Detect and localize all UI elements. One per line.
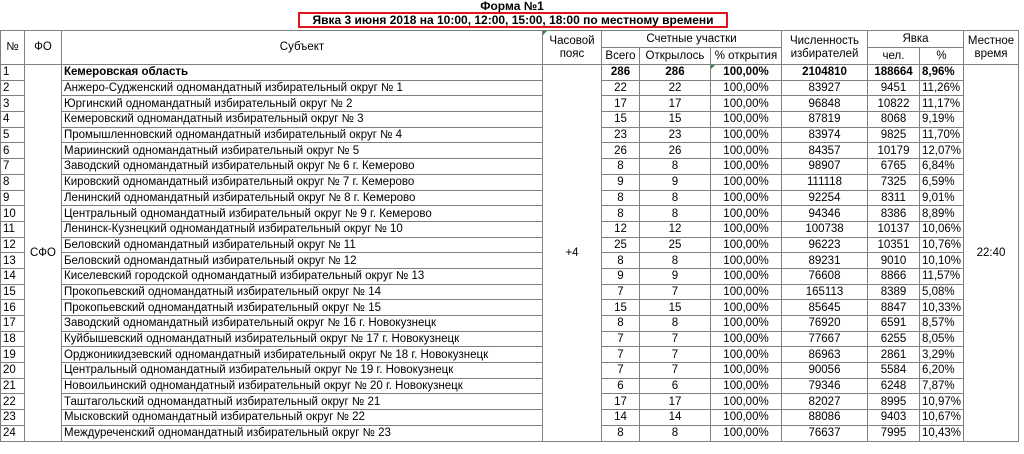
cell-total[interactable]: 7 bbox=[602, 363, 640, 379]
cell-people[interactable]: 8995 bbox=[868, 394, 920, 410]
cell-pct[interactable]: 8,89% bbox=[920, 206, 964, 222]
cell-pct[interactable]: 3,29% bbox=[920, 347, 964, 363]
col-header-turnout: Явка bbox=[868, 31, 964, 48]
cell-total[interactable]: 8 bbox=[602, 206, 640, 222]
cell-voters[interactable]: 83974 bbox=[782, 127, 868, 143]
cell-subject[interactable]: Беловский одномандатный избирательный округ № 11 bbox=[62, 237, 543, 253]
cell-voters[interactable]: 82027 bbox=[782, 394, 868, 410]
cell-people[interactable]: 8866 bbox=[868, 268, 920, 284]
cell-pct[interactable]: 6,20% bbox=[920, 363, 964, 379]
cell-number[interactable]: 5 bbox=[1, 127, 25, 143]
table-row bbox=[1, 316, 1019, 332]
cell-total[interactable]: 15 bbox=[602, 112, 640, 128]
cell-pct-open[interactable]: 100,00% bbox=[711, 331, 782, 347]
cell-number[interactable]: 6 bbox=[1, 143, 25, 159]
table-row bbox=[1, 363, 1019, 379]
cell-opened[interactable]: 26 bbox=[640, 143, 711, 159]
cell-voters[interactable]: 96223 bbox=[782, 237, 868, 253]
cell-people[interactable]: 5584 bbox=[868, 363, 920, 379]
cell-voters[interactable]: 85645 bbox=[782, 300, 868, 316]
cell-voters[interactable]: 90056 bbox=[782, 363, 868, 379]
cell-subject[interactable]: Куйбышевский одномандатный избирательный округ № 17 г. Новокузнецк bbox=[62, 331, 543, 347]
turnout-subtitle: Явка 3 июня 2018 на 10:00, 12:00, 15:00, 18:00 по местному времени bbox=[298, 12, 728, 28]
cell-pct-open[interactable]: 100,00% bbox=[711, 237, 782, 253]
col-header-fo: ФО bbox=[25, 31, 62, 65]
cell-number[interactable]: 12 bbox=[1, 237, 25, 253]
cell-number[interactable]: 7 bbox=[1, 159, 25, 175]
cell-people[interactable]: 7325 bbox=[868, 174, 920, 190]
table-row bbox=[1, 331, 1019, 347]
cell-opened[interactable]: 8 bbox=[640, 190, 711, 206]
table-row bbox=[1, 206, 1019, 222]
col-header-people: чел. bbox=[868, 48, 920, 65]
cell-total[interactable]: 9 bbox=[602, 268, 640, 284]
cell-number[interactable]: 18 bbox=[1, 331, 25, 347]
cell-pct-open[interactable]: 100,00% bbox=[711, 394, 782, 410]
cell-opened[interactable]: 8 bbox=[640, 253, 711, 269]
cell-pct[interactable]: 9,19% bbox=[920, 112, 964, 128]
cell-pct-open[interactable]: 100,00% bbox=[711, 425, 782, 441]
cell-subject[interactable]: Ленинск-Кузнецкий одномандатный избирательный округ № 10 bbox=[62, 221, 543, 237]
cell-subject[interactable]: Орджоникидзевский одномандатный избирательный округ № 18 г. Новокузнецк bbox=[62, 347, 543, 363]
cell-pct[interactable]: 10,43% bbox=[920, 425, 964, 441]
cell-people[interactable]: 6765 bbox=[868, 159, 920, 175]
cell-number[interactable]: 20 bbox=[1, 363, 25, 379]
cell-pct[interactable]: 11,70% bbox=[920, 127, 964, 143]
col-header-subject: Субъект bbox=[62, 31, 543, 65]
cell-pct[interactable]: 7,87% bbox=[920, 378, 964, 394]
cell-voters[interactable]: 84357 bbox=[782, 143, 868, 159]
cell-pct-open[interactable]: 100,00% bbox=[711, 80, 782, 96]
cell-pct-open[interactable]: 100,00% bbox=[711, 347, 782, 363]
cell-pct-open[interactable]: 100,00% bbox=[711, 410, 782, 426]
cell-pct[interactable]: 12,07% bbox=[920, 143, 964, 159]
cell-opened[interactable]: 7 bbox=[640, 284, 711, 300]
cell-subject[interactable]: Прокопьевский одномандатный избирательный округ № 15 bbox=[62, 300, 543, 316]
cell-pct-open[interactable]: 100,00% bbox=[711, 65, 782, 81]
cell-pct[interactable]: 6,59% bbox=[920, 174, 964, 190]
cell-total[interactable]: 8 bbox=[602, 159, 640, 175]
cell-pct-open[interactable]: 100,00% bbox=[711, 127, 782, 143]
cell-pct-open[interactable]: 100,00% bbox=[711, 206, 782, 222]
cell-voters[interactable]: 92254 bbox=[782, 190, 868, 206]
cell-total[interactable]: 7 bbox=[602, 284, 640, 300]
table-row bbox=[1, 268, 1019, 284]
table-row bbox=[1, 127, 1019, 143]
cell-pct[interactable]: 10,76% bbox=[920, 237, 964, 253]
cell-voters[interactable]: 77667 bbox=[782, 331, 868, 347]
cell-voters[interactable]: 86963 bbox=[782, 347, 868, 363]
table-row bbox=[1, 237, 1019, 253]
cell-opened[interactable]: 8 bbox=[640, 425, 711, 441]
cell-total[interactable]: 286 bbox=[602, 65, 640, 81]
cell-opened[interactable]: 7 bbox=[640, 347, 711, 363]
cell-pct-open[interactable]: 100,00% bbox=[711, 190, 782, 206]
cell-number[interactable]: 22 bbox=[1, 394, 25, 410]
cell-number[interactable]: 1 bbox=[1, 65, 25, 81]
cell-total[interactable]: 7 bbox=[602, 347, 640, 363]
cell-people[interactable]: 10351 bbox=[868, 237, 920, 253]
cell-people[interactable]: 9010 bbox=[868, 253, 920, 269]
cell-number[interactable]: 4 bbox=[1, 112, 25, 128]
cell-pct[interactable]: 6,84% bbox=[920, 159, 964, 175]
cell-total[interactable]: 15 bbox=[602, 300, 640, 316]
cell-subject[interactable]: Кемеровский одномандатный избирательный округ № 3 bbox=[62, 112, 543, 128]
cell-total[interactable]: 23 bbox=[602, 127, 640, 143]
cell-pct[interactable]: 11,17% bbox=[920, 96, 964, 112]
cell-number[interactable]: 15 bbox=[1, 284, 25, 300]
cell-people[interactable]: 10822 bbox=[868, 96, 920, 112]
cell-people[interactable]: 188664 bbox=[868, 65, 920, 81]
cell-number[interactable]: 21 bbox=[1, 378, 25, 394]
cell-opened[interactable]: 17 bbox=[640, 394, 711, 410]
cell-opened[interactable]: 14 bbox=[640, 410, 711, 426]
cell-total[interactable]: 8 bbox=[602, 190, 640, 206]
cell-opened[interactable]: 23 bbox=[640, 127, 711, 143]
cell-number[interactable]: 19 bbox=[1, 347, 25, 363]
cell-total[interactable]: 7 bbox=[602, 331, 640, 347]
cell-pct[interactable]: 5,08% bbox=[920, 284, 964, 300]
cell-subject[interactable]: Кировский одномандатный избирательный округ № 7 г. Кемерово bbox=[62, 174, 543, 190]
cell-people[interactable]: 9825 bbox=[868, 127, 920, 143]
cell-opened[interactable]: 8 bbox=[640, 206, 711, 222]
cell-opened[interactable]: 15 bbox=[640, 112, 711, 128]
cell-subject[interactable]: Центральный одномандатный избирательный округ № 19 г. Новокузнецк bbox=[62, 363, 543, 379]
cell-pct[interactable]: 8,96% bbox=[920, 65, 964, 81]
cell-opened[interactable]: 25 bbox=[640, 237, 711, 253]
cell-opened[interactable]: 6 bbox=[640, 378, 711, 394]
cell-people[interactable]: 8068 bbox=[868, 112, 920, 128]
table-row bbox=[1, 143, 1019, 159]
cell-pct[interactable]: 9,01% bbox=[920, 190, 964, 206]
cell-voters[interactable]: 76920 bbox=[782, 316, 868, 332]
cell-total[interactable]: 8 bbox=[602, 316, 640, 332]
cell-pct[interactable]: 10,97% bbox=[920, 394, 964, 410]
cell-subject[interactable]: Юргинский одномандатный избирательный округ № 2 bbox=[62, 96, 543, 112]
cell-pct[interactable]: 8,57% bbox=[920, 316, 964, 332]
cell-opened[interactable]: 12 bbox=[640, 221, 711, 237]
cell-voters[interactable]: 165113 bbox=[782, 284, 868, 300]
cell-opened[interactable]: 8 bbox=[640, 159, 711, 175]
table-row bbox=[1, 300, 1019, 316]
cell-opened[interactable]: 15 bbox=[640, 300, 711, 316]
table-row bbox=[1, 284, 1019, 300]
cell-total[interactable]: 17 bbox=[602, 394, 640, 410]
cell-voters[interactable]: 76608 bbox=[782, 268, 868, 284]
table-row bbox=[1, 347, 1019, 363]
cell-voters[interactable]: 100738 bbox=[782, 221, 868, 237]
cell-total[interactable]: 14 bbox=[602, 410, 640, 426]
table-row bbox=[1, 425, 1019, 441]
cell-pct-open[interactable]: 100,00% bbox=[711, 378, 782, 394]
cell-subject[interactable]: Мариинский одномандатный избирательный округ № 5 bbox=[62, 143, 543, 159]
cell-opened[interactable]: 22 bbox=[640, 80, 711, 96]
cell-opened[interactable]: 17 bbox=[640, 96, 711, 112]
cell-number[interactable]: 11 bbox=[1, 221, 25, 237]
cell-number[interactable]: 23 bbox=[1, 410, 25, 426]
cell-number[interactable]: 17 bbox=[1, 316, 25, 332]
cell-number[interactable]: 3 bbox=[1, 96, 25, 112]
cell-number[interactable]: 13 bbox=[1, 253, 25, 269]
table-row bbox=[1, 378, 1019, 394]
cell-pct[interactable]: 10,06% bbox=[920, 221, 964, 237]
cell-people[interactable]: 8311 bbox=[868, 190, 920, 206]
cell-total[interactable]: 6 bbox=[602, 378, 640, 394]
cell-total[interactable]: 26 bbox=[602, 143, 640, 159]
cell-total[interactable]: 17 bbox=[602, 96, 640, 112]
cell-opened[interactable]: 7 bbox=[640, 363, 711, 379]
cell-pct-open[interactable]: 100,00% bbox=[711, 174, 782, 190]
table-row bbox=[1, 112, 1019, 128]
cell-number[interactable]: 2 bbox=[1, 80, 25, 96]
cell-voters[interactable]: 87819 bbox=[782, 112, 868, 128]
table-row bbox=[1, 221, 1019, 237]
cell-subject[interactable]: Ленинский одномандатный избирательный округ № 8 г. Кемерово bbox=[62, 190, 543, 206]
col-header-timezone: Часовой пояс bbox=[543, 31, 602, 65]
cell-pct-open[interactable]: 100,00% bbox=[711, 284, 782, 300]
cell-pct[interactable]: 11,57% bbox=[920, 268, 964, 284]
col-header-pct: % bbox=[920, 48, 964, 65]
cell-people[interactable]: 8847 bbox=[868, 300, 920, 316]
cell-opened[interactable]: 7 bbox=[640, 331, 711, 347]
cell-subject[interactable]: Кемеровская область bbox=[62, 65, 543, 81]
col-header-pct-open: % открытия bbox=[711, 48, 782, 65]
cell-pct-open[interactable]: 100,00% bbox=[711, 159, 782, 175]
cell-voters[interactable]: 76637 bbox=[782, 425, 868, 441]
cell-number[interactable]: 10 bbox=[1, 206, 25, 222]
cell-pct[interactable]: 10,10% bbox=[920, 253, 964, 269]
cell-people[interactable]: 8389 bbox=[868, 284, 920, 300]
cell-subject[interactable]: Анжеро-Судженский одномандатный избирательный округ № 1 bbox=[62, 80, 543, 96]
cell-voters[interactable]: 83927 bbox=[782, 80, 868, 96]
table-row bbox=[1, 253, 1019, 269]
cell-pct-open[interactable]: 100,00% bbox=[711, 221, 782, 237]
cell-subject[interactable]: Промышленновский одномандатный избирательный округ № 4 bbox=[62, 127, 543, 143]
table-row bbox=[1, 65, 1019, 81]
cell-voters[interactable]: 98907 bbox=[782, 159, 868, 175]
cell-subject[interactable]: Заводский одномандатный избирательный округ № 16 г. Новокузнецк bbox=[62, 316, 543, 332]
cell-subject[interactable]: Центральный одномандатный избирательный округ № 9 г. Кемерово bbox=[62, 206, 543, 222]
cell-pct-open[interactable]: 100,00% bbox=[711, 268, 782, 284]
cell-people[interactable]: 10137 bbox=[868, 221, 920, 237]
cell-voters[interactable]: 111118 bbox=[782, 174, 868, 190]
cell-total[interactable]: 8 bbox=[602, 425, 640, 441]
cell-voters[interactable]: 89231 bbox=[782, 253, 868, 269]
col-header-opened: Открылось bbox=[640, 48, 711, 65]
cell-people[interactable]: 7995 bbox=[868, 425, 920, 441]
cell-voters[interactable]: 94346 bbox=[782, 206, 868, 222]
cell-people[interactable]: 2861 bbox=[868, 347, 920, 363]
cell-number[interactable]: 9 bbox=[1, 190, 25, 206]
col-header-local-time: Местное время bbox=[964, 31, 1019, 65]
cell-subject[interactable]: Прокопьевский одномандатный избирательный округ № 14 bbox=[62, 284, 543, 300]
cell-pct-open[interactable]: 100,00% bbox=[711, 316, 782, 332]
cell-people[interactable]: 6255 bbox=[868, 331, 920, 347]
cell-pct-open[interactable]: 100,00% bbox=[711, 363, 782, 379]
cell-total[interactable]: 22 bbox=[602, 80, 640, 96]
cell-subject[interactable]: Заводский одномандатный избирательный округ № 6 г. Кемерово bbox=[62, 159, 543, 175]
cell-people[interactable]: 10179 bbox=[868, 143, 920, 159]
col-header-total: Всего bbox=[602, 48, 640, 65]
table-row bbox=[1, 80, 1019, 96]
cell-subject[interactable]: Новоильинский одномандатный избирательный округ № 20 г. Новокузнецк bbox=[62, 378, 543, 394]
cell-local-time[interactable]: 22:40 bbox=[964, 65, 1019, 442]
turnout-table bbox=[0, 30, 1019, 442]
cell-total[interactable]: 8 bbox=[602, 253, 640, 269]
col-header-stations: Счетные участки bbox=[602, 31, 782, 48]
cell-subject[interactable]: Мысковский одномандатный избирательный округ № 22 bbox=[62, 410, 543, 426]
cell-total[interactable]: 9 bbox=[602, 174, 640, 190]
cell-opened[interactable]: 9 bbox=[640, 174, 711, 190]
cell-number[interactable]: 14 bbox=[1, 268, 25, 284]
col-header-number: № bbox=[1, 31, 25, 65]
cell-number[interactable]: 8 bbox=[1, 174, 25, 190]
cell-pct[interactable]: 8,05% bbox=[920, 331, 964, 347]
table-row bbox=[1, 159, 1019, 175]
cell-opened[interactable]: 286 bbox=[640, 65, 711, 81]
cell-subject[interactable]: Междуреченский одномандатный избирательный округ № 23 bbox=[62, 425, 543, 441]
cell-voters[interactable]: 96848 bbox=[782, 96, 868, 112]
cell-subject[interactable]: Беловский одномандатный избирательный округ № 12 bbox=[62, 253, 543, 269]
cell-opened[interactable]: 8 bbox=[640, 316, 711, 332]
form-title: Форма №1 bbox=[480, 0, 544, 13]
cell-people[interactable]: 8386 bbox=[868, 206, 920, 222]
col-header-voters: Численность избирателей bbox=[782, 31, 868, 65]
cell-people[interactable]: 9403 bbox=[868, 410, 920, 426]
cell-total[interactable]: 12 bbox=[602, 221, 640, 237]
cell-voters[interactable]: 88086 bbox=[782, 410, 868, 426]
cell-number[interactable]: 24 bbox=[1, 425, 25, 441]
cell-pct-open[interactable]: 100,00% bbox=[711, 300, 782, 316]
cell-total[interactable]: 25 bbox=[602, 237, 640, 253]
cell-opened[interactable]: 9 bbox=[640, 268, 711, 284]
cell-people[interactable]: 9451 bbox=[868, 80, 920, 96]
cell-people[interactable]: 6591 bbox=[868, 316, 920, 332]
cell-subject[interactable]: Таштагольский одномандатный избирательный округ № 21 bbox=[62, 394, 543, 410]
cell-pct-open[interactable]: 100,00% bbox=[711, 253, 782, 269]
cell-voters[interactable]: 79346 bbox=[782, 378, 868, 394]
table-row bbox=[1, 410, 1019, 426]
cell-number[interactable]: 16 bbox=[1, 300, 25, 316]
cell-pct-open[interactable]: 100,00% bbox=[711, 96, 782, 112]
table-row bbox=[1, 96, 1019, 112]
cell-pct[interactable]: 11,26% bbox=[920, 80, 964, 96]
cell-pct[interactable]: 10,33% bbox=[920, 300, 964, 316]
cell-fo[interactable]: СФО bbox=[25, 65, 62, 442]
table-row bbox=[1, 190, 1019, 206]
cell-timezone[interactable]: +4 bbox=[543, 65, 602, 442]
table-row bbox=[1, 394, 1019, 410]
cell-voters[interactable]: 2104810 bbox=[782, 65, 868, 81]
cell-subject[interactable]: Киселевский городской одномандатный избирательный округ № 13 bbox=[62, 268, 543, 284]
cell-pct-open[interactable]: 100,00% bbox=[711, 143, 782, 159]
cell-people[interactable]: 6248 bbox=[868, 378, 920, 394]
cell-pct[interactable]: 10,67% bbox=[920, 410, 964, 426]
table-row bbox=[1, 174, 1019, 190]
cell-pct-open[interactable]: 100,00% bbox=[711, 112, 782, 128]
